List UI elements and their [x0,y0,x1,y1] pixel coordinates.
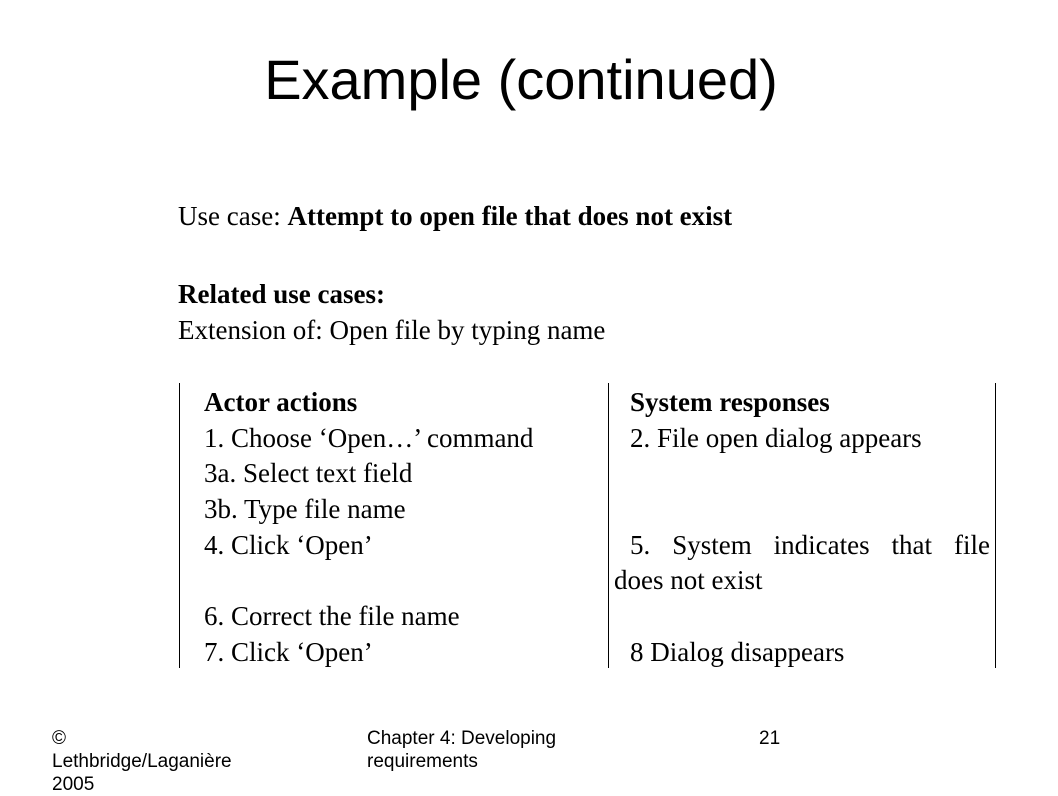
response-word: indicates [773,530,870,560]
table-left-border [179,383,180,668]
use-case-line: Use case: Attempt to open file that does not exist [178,201,733,231]
actor-action-item: 1. Choose ‘Open…’ command [204,423,534,453]
use-case-name: Attempt to open file that does not exist [287,201,733,231]
slide-title: Example (continued) [264,48,778,111]
copyright-authors: Lethbridge/Laganière [52,751,232,772]
response-word: System [672,530,752,560]
system-response-continuation: does not exist [614,565,763,595]
copyright-year: 2005 [52,774,95,795]
chapter-line-2: requirements [367,751,478,772]
extension-of-line: Extension of: Open file by typing name [178,315,606,345]
actor-actions-heading: Actor actions [204,387,358,417]
table-column-divider [608,383,609,668]
footer-chapter [367,727,556,773]
system-response-item [630,527,990,563]
actor-action-item: 7. Click ‘Open’ [204,637,373,667]
system-response-item: 2. File open dialog appears [630,423,922,453]
footer-copyright [52,727,232,796]
use-case-label: Use case [178,201,274,231]
related-use-cases-heading: Related use cases: [178,279,385,309]
response-word: that [891,530,933,560]
table-right-border [995,383,996,668]
system-responses-heading: System responses [630,387,830,417]
actor-action-item: 3a. Select text field [204,458,413,488]
copyright-symbol: © [52,728,66,749]
actor-action-item: 6. Correct the file name [204,601,460,631]
response-word: file [953,530,990,560]
page-number: 21 [759,728,781,749]
response-word: 5. [630,530,651,560]
actor-action-item: 3b. Type file name [204,494,406,524]
actor-action-item: 4. Click ‘Open’ [204,530,373,560]
system-response-item: 8 Dialog disappears [630,637,845,667]
chapter-line-1: Chapter 4: Developing [367,728,557,749]
